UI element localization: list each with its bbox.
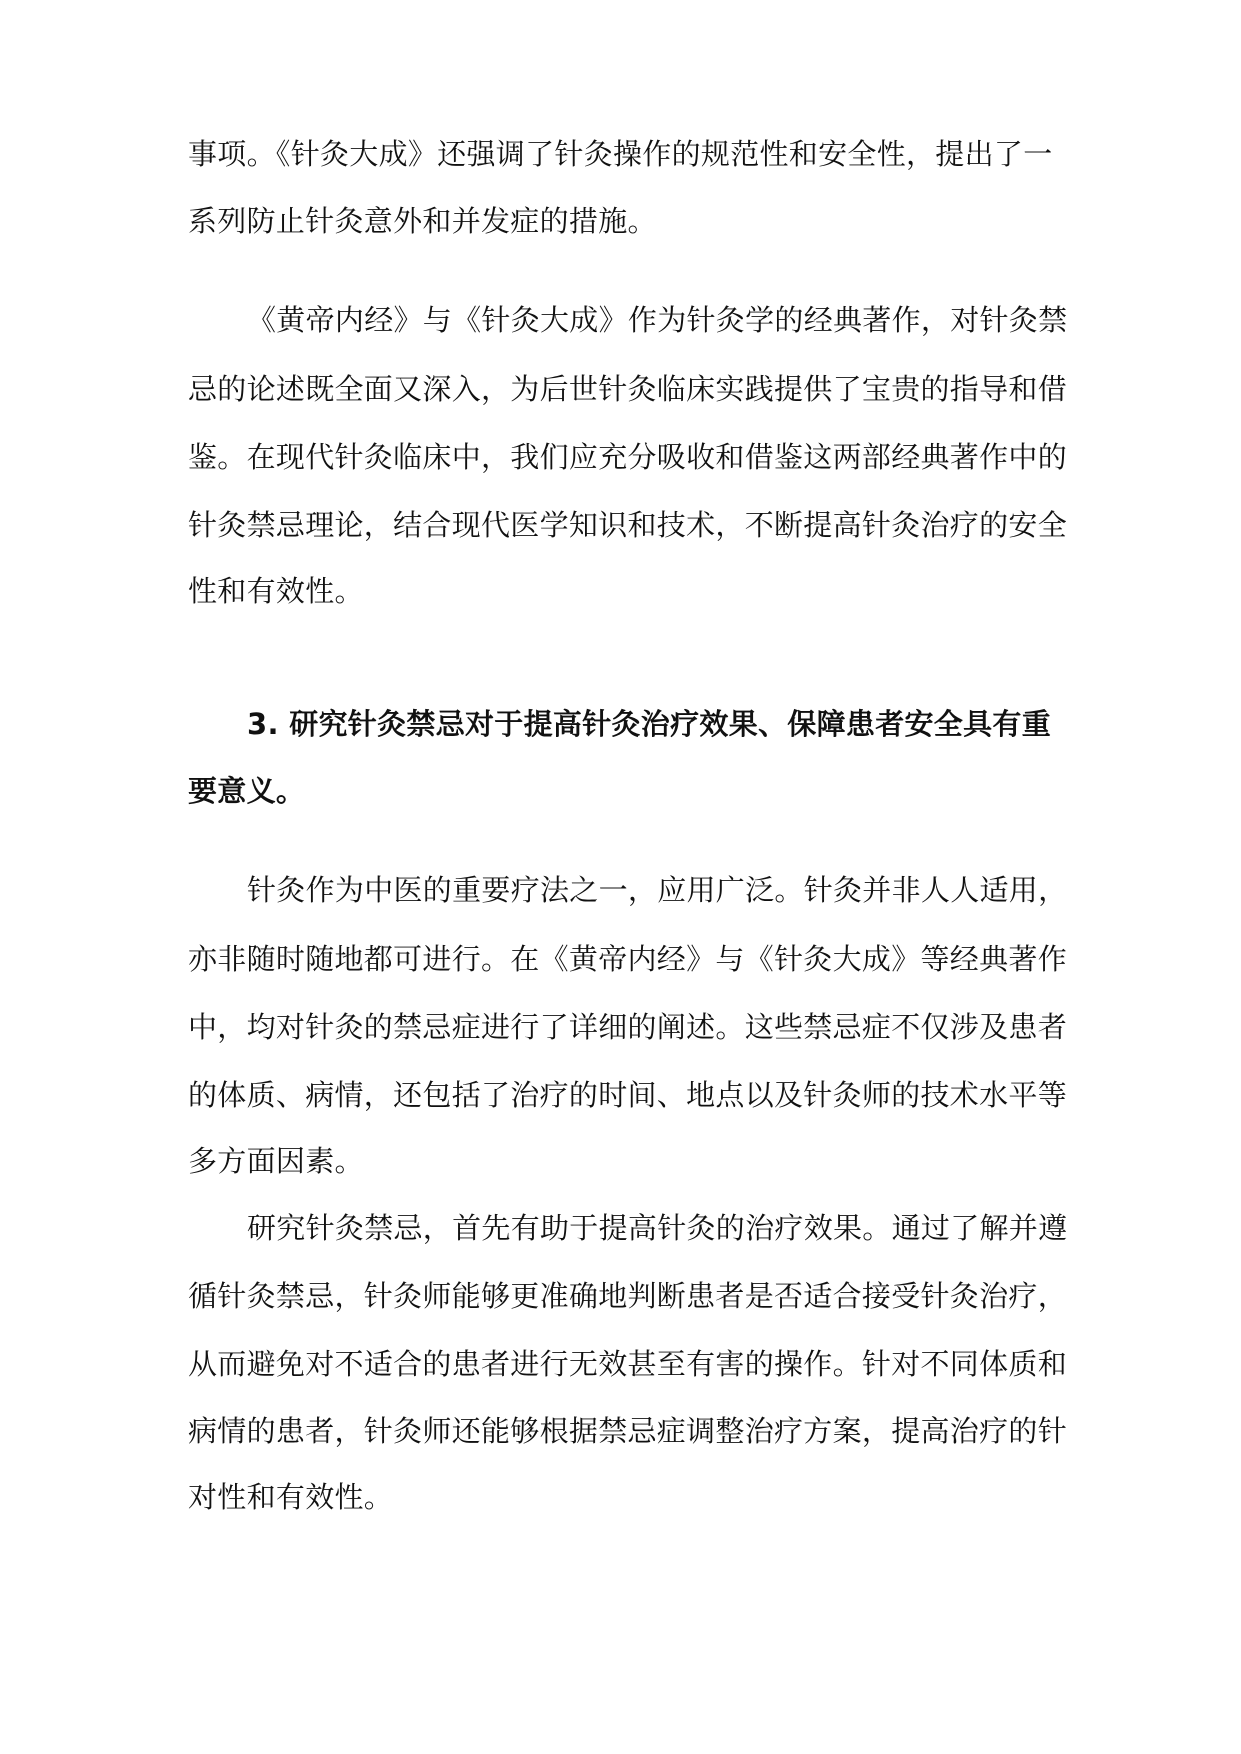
text-line: 对性和有效性。 [188,1480,394,1514]
text-line: 研究针灸禁忌，首先有助于提高针灸的治疗效果。通过了解并遵 [247,1211,1068,1245]
text-line: 系列防止针灸意外和并发症的措施。 [188,204,657,238]
text-line: 针灸禁忌理论，结合现代医学知识和技术，不断提高针灸治疗的安全 [188,508,1068,542]
text-line: 针灸作为中医的重要疗法之一，应用广泛。针灸并非人人适用， [247,873,1068,907]
text-line: 从而避免对不适合的患者进行无效甚至有害的操作。针对不同体质和 [188,1347,1068,1381]
text-line: 中，均对针灸的禁忌症进行了详细的阐述。这些禁忌症不仅涉及患者 [188,1010,1068,1044]
text-line: 性和有效性。 [188,574,364,608]
text-line: 多方面因素。 [188,1144,364,1178]
text-line: 的体质、病情，还包括了治疗的时间、地点以及针灸师的技术水平等 [188,1078,1068,1112]
text-line: 病情的患者，针灸师还能够根据禁忌症调整治疗方案，提高治疗的针 [188,1414,1068,1448]
text-line: 亦非随时随地都可进行。在《黄帝内经》与《针灸大成》等经典著作 [188,942,1068,976]
text-line: 事项。《针灸大成》还强调了针灸操作的规范性和安全性，提出了一 [188,137,1053,171]
text-line: 循针灸禁忌，针灸师能够更准确地判断患者是否适合接受针灸治疗， [188,1279,1068,1313]
heading-line: 3. 研究针灸禁忌对于提高针灸治疗效果、保障患者安全具有重 [247,707,1051,741]
text-line: 《黄帝内经》与《针灸大成》作为针灸学的经典著作，对针灸禁 [247,303,1068,337]
text-line: 鉴。在现代针灸临床中，我们应充分吸收和借鉴这两部经典著作中的 [188,440,1068,474]
text-line: 忌的论述既全面又深入，为后世针灸临床实践提供了宝贵的指导和借 [188,372,1068,406]
heading-line: 要意义。 [188,774,306,808]
